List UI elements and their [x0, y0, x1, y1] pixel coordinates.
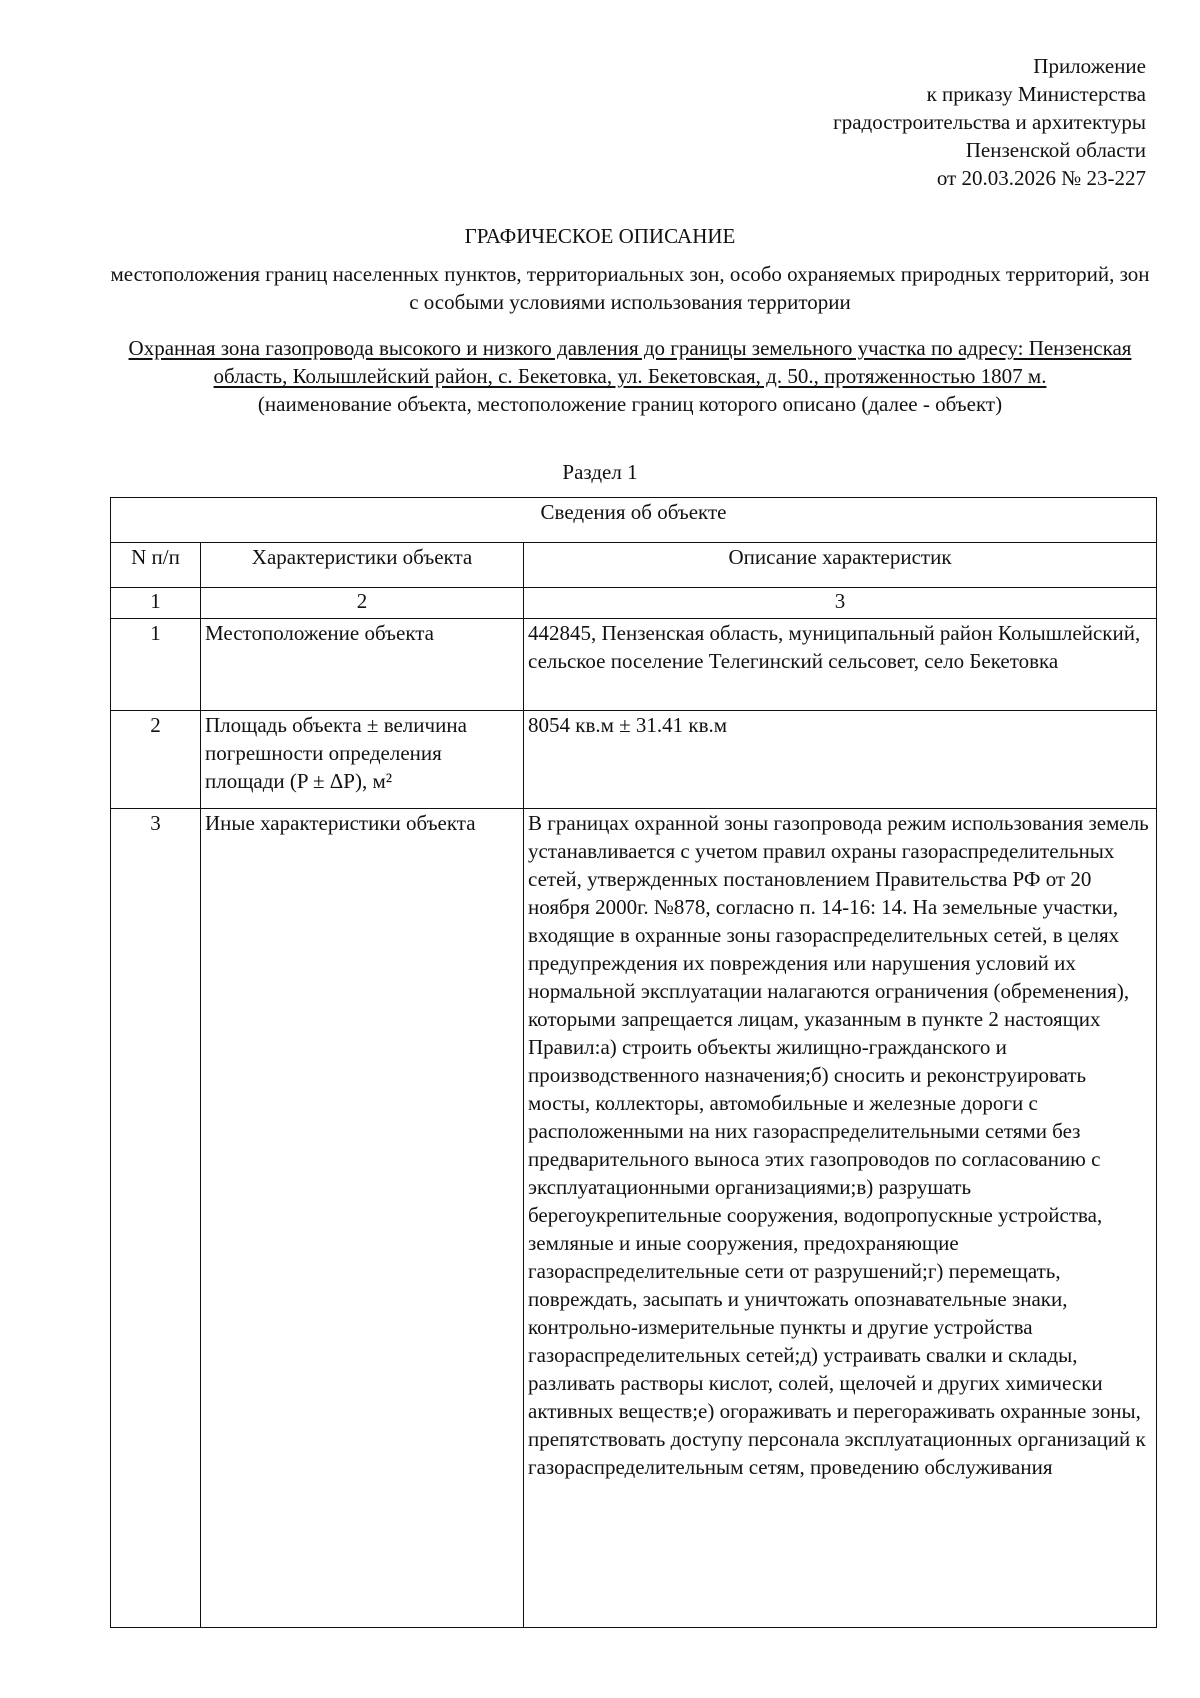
appendix-line: градостроительства и архитектуры: [833, 110, 1146, 134]
row-number: 2: [111, 711, 201, 809]
table-caption: Сведения об объекте: [111, 498, 1157, 543]
object-name-caption: (наименование объекта, местоположение границ которого описано (далее - объект): [257, 392, 1003, 416]
table-row: [111, 619, 1157, 711]
column-numbers-row: [111, 588, 1157, 619]
row-characteristic: Местоположение объекта: [201, 619, 524, 711]
row-description: 8054 кв.м ± 31.41 кв.м: [524, 711, 1157, 809]
appendix-date-line: от 20.03.2026 № 23-227: [936, 166, 1146, 190]
row-description: В границах охранной зоны газопровода режим использования земель устанавливается с учетом правил охраны газораспределительных сетей, утвержденных постановлением Правительства РФ от 20 ноября 2000г. №878, согласно п. 14-16: 14. На земельные участки, входящие в охранные зоны газораспределительных сетей, в целях предупреждения их повреждения или нарушения условий их нормальной эксплуатации налагаются ограничения (обременения), которыми запрещается лицам, указанным в пункте 2 настоящих Правил:а) строить объекты жилищно-гражданского и производственного назначения;б) сносить и реконструировать мосты, коллекторы, автомобильные и железные дороги с расположенными на них газораспределительными сетями без предварительного выноса этих газопроводов по согласованию с эксплуатационными организациями;в) разрушать берегоукрепительные сооружения, водопропускные устройства, земляные и иные сооружения, предохраняющие газораспределительные сети от разрушений;г) перемещать, повреждать, засыпать и уничтожать опознавательные знаки, контрольно-измерительные пункты и другие устройства газораспределительных сетей;д) устраивать свалки и склады, разливать растворы кислот, солей, щелочей и других химически активных веществ;е) огораживать и перегораживать охранные зоны, препятствовать доступу персонала эксплуатационных организаций к газораспределительным сетям, проведению обслуживания: [524, 809, 1157, 1628]
document-subtitle: местоположения границ населенных пунктов, территориальных зон, особо охраняемых природных территорий, зон с особыми условиями использования территории: [110, 262, 1150, 314]
row-number: 3: [111, 809, 201, 1628]
column-number: 2: [201, 588, 524, 619]
header-characteristic: Характеристики объекта: [201, 543, 524, 588]
column-number: 1: [111, 588, 201, 619]
header-description: Описание характеристик: [524, 543, 1157, 588]
object-name: Охранная зона газопровода высокого и низкого давления до границы земельного участка по адресу: Пензенская область, Колышлейский район, с. Бекетовка, ул. Бекетовская, д. 50., протяженностью 1807 м.: [128, 336, 1132, 388]
section-label: Раздел 1: [562, 460, 638, 484]
appendix-header: [626, 52, 1146, 192]
document-title: ГРАФИЧЕСКОЕ ОПИСАНИЕ: [464, 224, 736, 248]
table-caption-row: [111, 498, 1157, 543]
table-header-row: [111, 543, 1157, 588]
header-number: N п/п: [111, 543, 201, 588]
row-description: 442845, Пензенская область, муниципальный район Колышлейский, сельское поселение Телегинский сельсовет, село Бекетовка: [524, 619, 1157, 711]
row-characteristic: Иные характеристики объекта: [201, 809, 524, 1628]
column-number: 3: [524, 588, 1157, 619]
row-number: 1: [111, 619, 201, 711]
appendix-line: к приказу Министерства: [926, 82, 1146, 106]
row-characteristic: Площадь объекта ± величина погрешности определения площади (P ± ΔP), м²: [201, 711, 524, 809]
appendix-line: Пензенской области: [965, 138, 1146, 162]
object-info-table: [110, 497, 1157, 1628]
table-row: [111, 809, 1157, 1628]
object-description: [105, 334, 1155, 418]
appendix-line: Приложение: [1033, 54, 1146, 78]
table-row: [111, 711, 1157, 809]
